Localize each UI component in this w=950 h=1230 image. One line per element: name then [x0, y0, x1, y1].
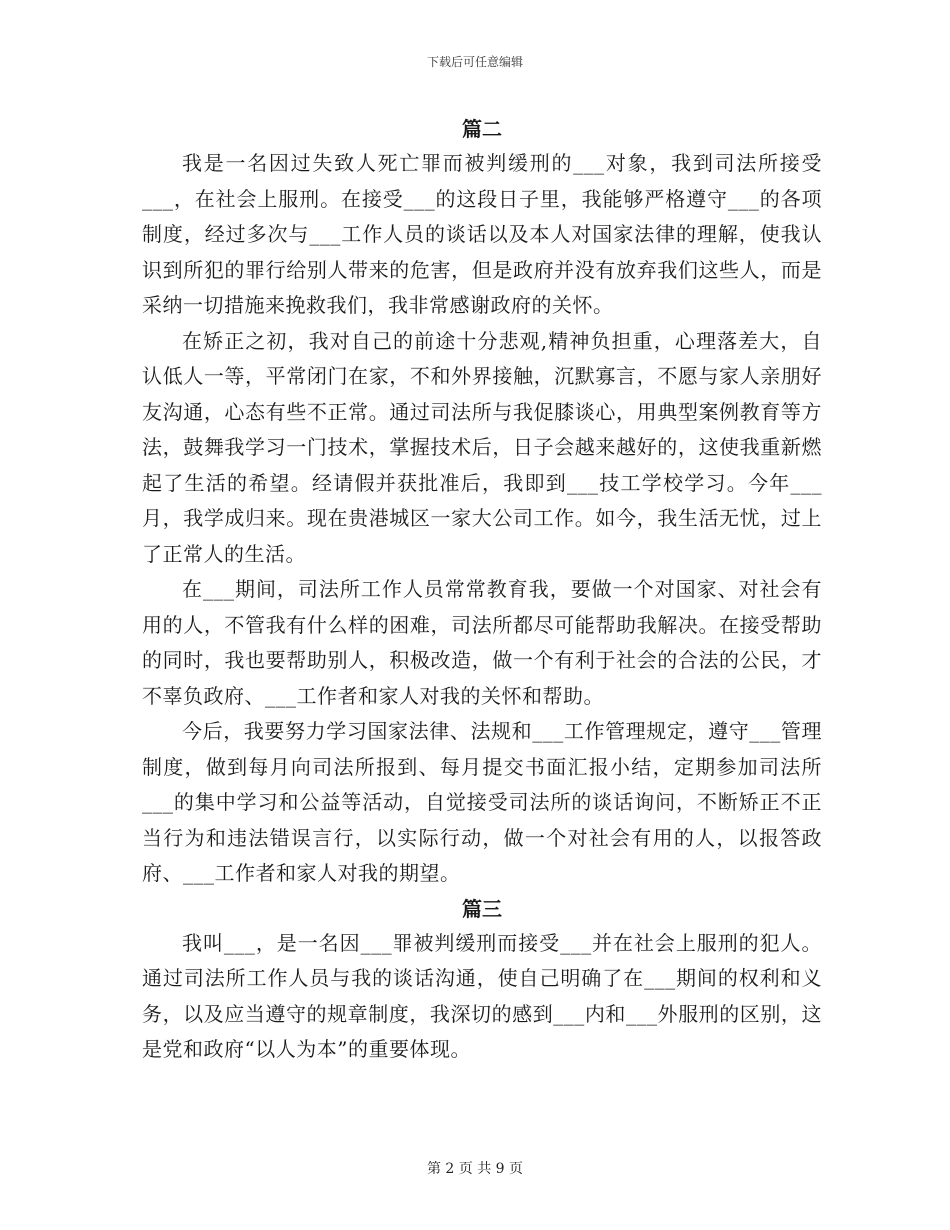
paragraph: 在矫正之初，我对自己的前途十分悲观,精神负担重，心理落差大，自认低人一等，平常闭门在家，不和外界接触，沉默寡言，不愿与家人亲朋好友沟通，心态有些不正常。通过司法所与我促膝谈心，用典型案例教育等方法，鼓舞我学习一门技术，掌握技术后，日子会越来越好的，这使我重新燃起了生活的希望。经请假并获批准后，我即到___技工学校学习。今年___月，我学成归来。现在贵港城区一家大公司工作。如今，我生活无忧，过上了正常人的生活。 — [142, 328, 822, 566]
paragraph: 今后，我要努力学习国家法律、法规和___工作管理规定，遵守___管理制度，做到每月向司法所报到、每月提交书面汇报小结，定期参加司法所___的集中学习和公益等活动，自觉接受司法所的谈话询问，不断矫正不正当行为和违法错误言行，以实际行动，做一个对社会有用的人，以报答政府、___工作者和家人对我的期望。 — [142, 719, 822, 885]
section-title: 篇三 — [462, 896, 502, 921]
paragraph: 我叫___，是一名因___罪被判缓刑而接受___并在社会上服刑的犯人。通过司法所工作人员与我的谈话沟通，使自己明确了在___期间的权利和义务，以及应当遵守的规章制度，我深切的感到___内和___外服刑的区别，这是党和政府“以人为本”的重要体现。 — [142, 930, 822, 1061]
page-header: 下载后可任意编辑 — [426, 55, 523, 69]
section-title: 篇二 — [462, 117, 502, 141]
page-footer: 第 2 页 共 9 页 — [426, 1161, 524, 1177]
paragraph: 在___期间，司法所工作人员常常教育我，要做一个对国家、对社会有用的人，不管我有什么样的困难，司法所都尽可能帮助我解决。在接受帮助的同时，我也要帮助别人，积极改造，做一个有利于社会的合法的公民，才不辜负政府、___工作者和家人对我的关怀和帮助。 — [142, 577, 822, 708]
document-body — [142, 112, 822, 1068]
paragraph: 我是一名因过失致人死亡罪而被判缓刑的___对象，我到司法所接受___，在社会上服刑。在接受___的这段日子里，我能够严格遵守___的各项制度，经过多次与___工作人员的谈话以及本人对国家法律的理解，使我认识到所犯的罪行给别人带来的危害，但是政府并没有放弃我们这些人，而是采纳一切措施来挽救我们，我非常感谢政府的关怀。 — [142, 151, 822, 317]
